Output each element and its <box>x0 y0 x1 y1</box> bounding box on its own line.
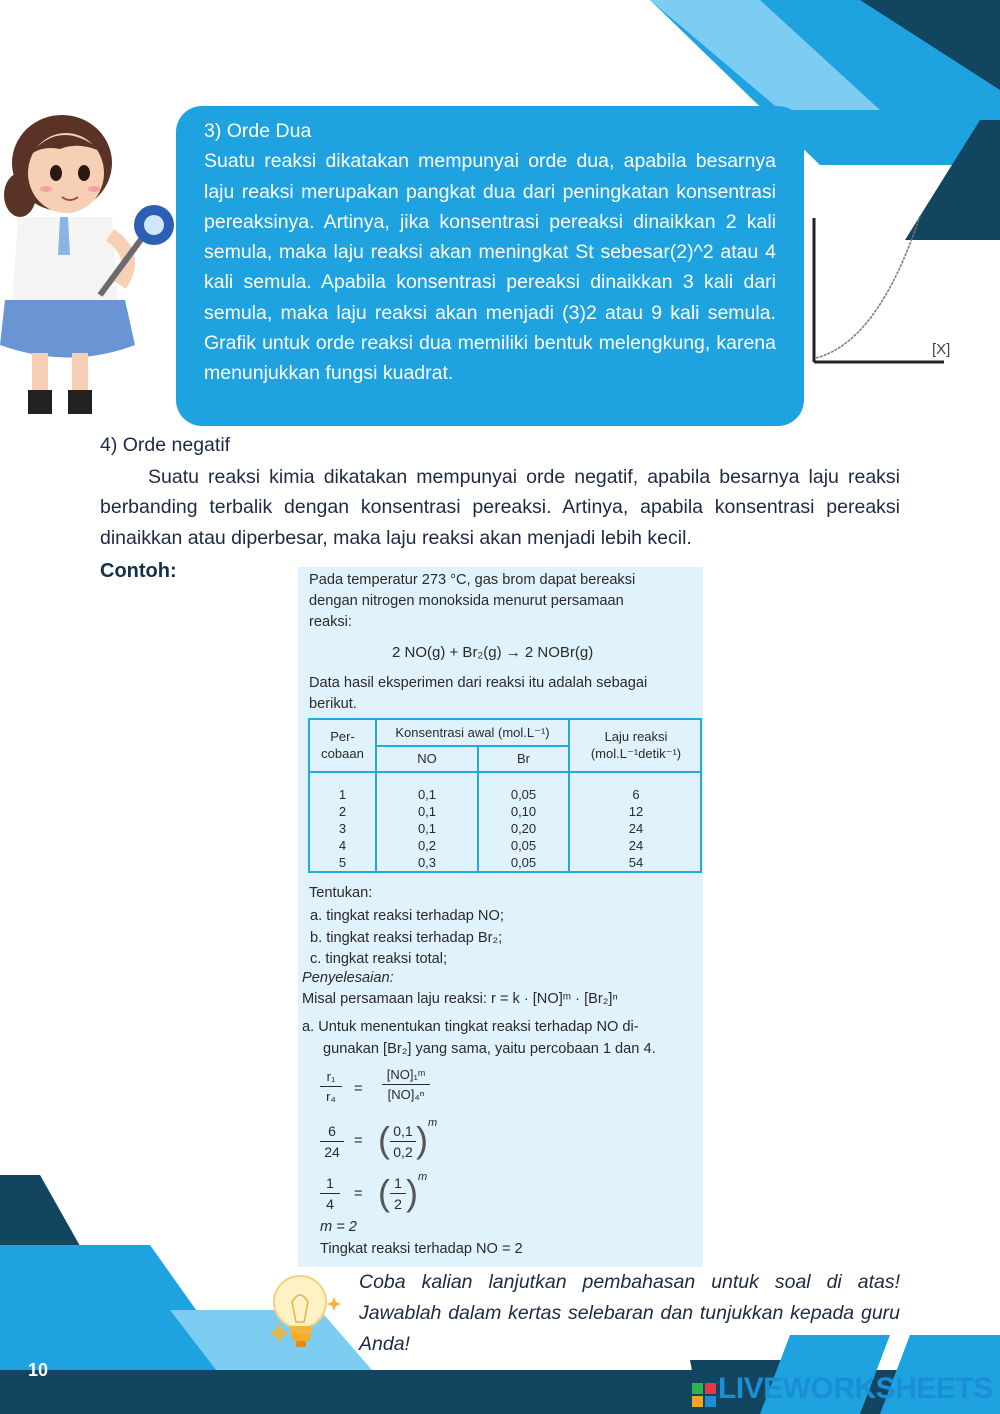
orde-negatif-title: 4) Orde negatif <box>100 434 231 456</box>
table-cell: 2 <box>338 804 347 819</box>
page-number: 10 <box>28 1360 49 1380</box>
rate-equation: Misal persamaan laju reaksi: r = k · [NO]ᵐ · [Br₂]ⁿ <box>302 991 618 1007</box>
equals-sign: = <box>354 1081 363 1097</box>
lightbulb-icon <box>266 1268 346 1360</box>
table-cell: 0,3 <box>417 855 437 870</box>
table-cell: 0,1 <box>417 804 437 819</box>
table-cell: 6 <box>632 787 640 802</box>
exponent-m: m <box>418 1171 428 1183</box>
fraction-6-24: 6 24 <box>320 1123 344 1160</box>
table-cell: 4 <box>338 838 347 853</box>
table-cell: 0,10 <box>510 804 537 819</box>
fraction-no-ratio: [NO]₁ᵐ [NO]₄ⁿ <box>382 1067 430 1102</box>
liveworksheets-watermark: LIVEWORKSHEETS <box>718 1372 993 1405</box>
fraction-01-02: 0,1 0,2 <box>390 1123 416 1160</box>
header-laju: Laju reaksi (mol.L⁻¹detik⁻¹) <box>590 729 682 761</box>
graph-axis-label: [X] <box>932 341 951 358</box>
table-cell: 54 <box>628 855 644 870</box>
column-no <box>377 786 477 871</box>
table-cell: 0,05 <box>510 855 537 870</box>
table-cell: 0,05 <box>510 838 537 853</box>
table-cell: 0,05 <box>510 787 537 802</box>
table-cell: 24 <box>628 821 644 836</box>
column-br <box>479 786 568 871</box>
m-result: m = 2 <box>320 1219 357 1235</box>
reaction-equation: 2 NO(g) + Br₂(g) → 2 NOBr(g) <box>392 644 594 661</box>
table-cell: 12 <box>628 804 644 819</box>
contoh-label: Contoh: <box>100 560 177 582</box>
data-intro: Data hasil eksperimen dari reaksi itu adalah sebagai berikut. <box>309 675 648 712</box>
instruction-note: Coba kalian lanjutkan pembahasan untuk soal di atas! Jawablah dalam kertas selebaran dan tunjukkan kepada guru Anda! <box>359 1271 900 1355</box>
header-percobaan: Per- cobaan <box>321 729 364 761</box>
table-cell: 5 <box>338 855 347 870</box>
table-cell: 24 <box>628 838 644 853</box>
orde-dua-title: 3) Orde Dua <box>204 120 312 142</box>
fraction-1-4: 1 4 <box>320 1175 340 1212</box>
equals-sign: = <box>354 1133 363 1149</box>
girl-mascot-illustration <box>0 105 180 420</box>
open-paren: ( <box>378 1119 390 1160</box>
close-paren: ) <box>406 1172 418 1213</box>
table-cell: 0,1 <box>417 787 437 802</box>
header-br: Br <box>517 751 530 766</box>
header-no: NO <box>417 751 437 766</box>
header-konsentrasi: Konsentrasi awal (mol.L⁻¹) <box>395 725 550 740</box>
liveworksheets-logo-icon <box>692 1378 716 1412</box>
exponent-m: m <box>428 1117 438 1129</box>
task-item: a. tingkat reaksi terhadap NO; <box>310 908 504 924</box>
close-paren: ) <box>416 1119 428 1160</box>
table-cell: 3 <box>338 821 347 836</box>
task-list <box>310 906 504 971</box>
orde-negatif-paragraph: Suatu reaksi kimia dikatakan mempunyai orde negatif, apabila besarnya laju reaksi berbanding terbalik dengan konsentrasi pereaksi. Artinya, apabila konsentrasi pereaksi dinaikkan atau diperbesar, maka laju reaksi akan menjadi lebih kecil. <box>100 466 900 549</box>
fraction-r1-r4: r₁ r₄ <box>320 1069 342 1104</box>
table-cell: 0,20 <box>510 821 537 836</box>
example-intro: Pada temperatur 273 °C, gas brom dapat bereaksi dengan nitrogen monoksida menurut persamaan reaksi: <box>309 572 636 630</box>
equals-sign: = <box>354 1186 363 1202</box>
task-item: b. tingkat reaksi terhadap Br₂; <box>310 929 503 946</box>
task-item: c. tingkat reaksi total; <box>310 951 448 967</box>
step-a: a. Untuk menentukan tingkat reaksi terhadap NO di- gunakan [Br₂] yang sama, yaitu percobaan 1 dan 4. <box>302 1019 656 1057</box>
second-order-graph <box>808 212 958 374</box>
conclusion: Tingkat reaksi terhadap NO = 2 <box>320 1241 523 1257</box>
table-cell: 0,1 <box>417 821 437 836</box>
open-paren: ( <box>378 1172 390 1213</box>
column-laju <box>570 786 702 871</box>
tentukan-label: Tentukan: <box>309 885 373 901</box>
table-cell: 0,2 <box>417 838 437 853</box>
example-panel <box>298 567 703 1267</box>
penyelesaian-label: Penyelesaian: <box>302 970 394 986</box>
column-percobaan <box>310 786 375 871</box>
experiment-data-table <box>308 718 702 873</box>
fraction-1-2: 1 2 <box>390 1175 406 1212</box>
table-cell: 1 <box>338 787 347 802</box>
orde-dua-paragraph: Suatu reaksi dikatakan mempunyai orde dua, apabila besarnya laju reaksi merupakan pangkat dua dari peningkatan konsentrasi pereaksinya. Artinya, jika konsentrasi pereaksi dinaikkan 2 kali semula, maka laju reaksi akan meningkat St sebesar(2)^2 atau 4 kali semula. Apabila konsentrasi pereaksi dinaikkan 3 kali dari semula, maka laju reaksi akan menjadi (3)2 atau 9 kali semula. Grafik untuk orde reaksi dua memiliki bentuk melengkung, karena menunjukkan fungsi kuadrat. <box>204 150 776 385</box>
orde-dua-info-box <box>176 106 804 426</box>
